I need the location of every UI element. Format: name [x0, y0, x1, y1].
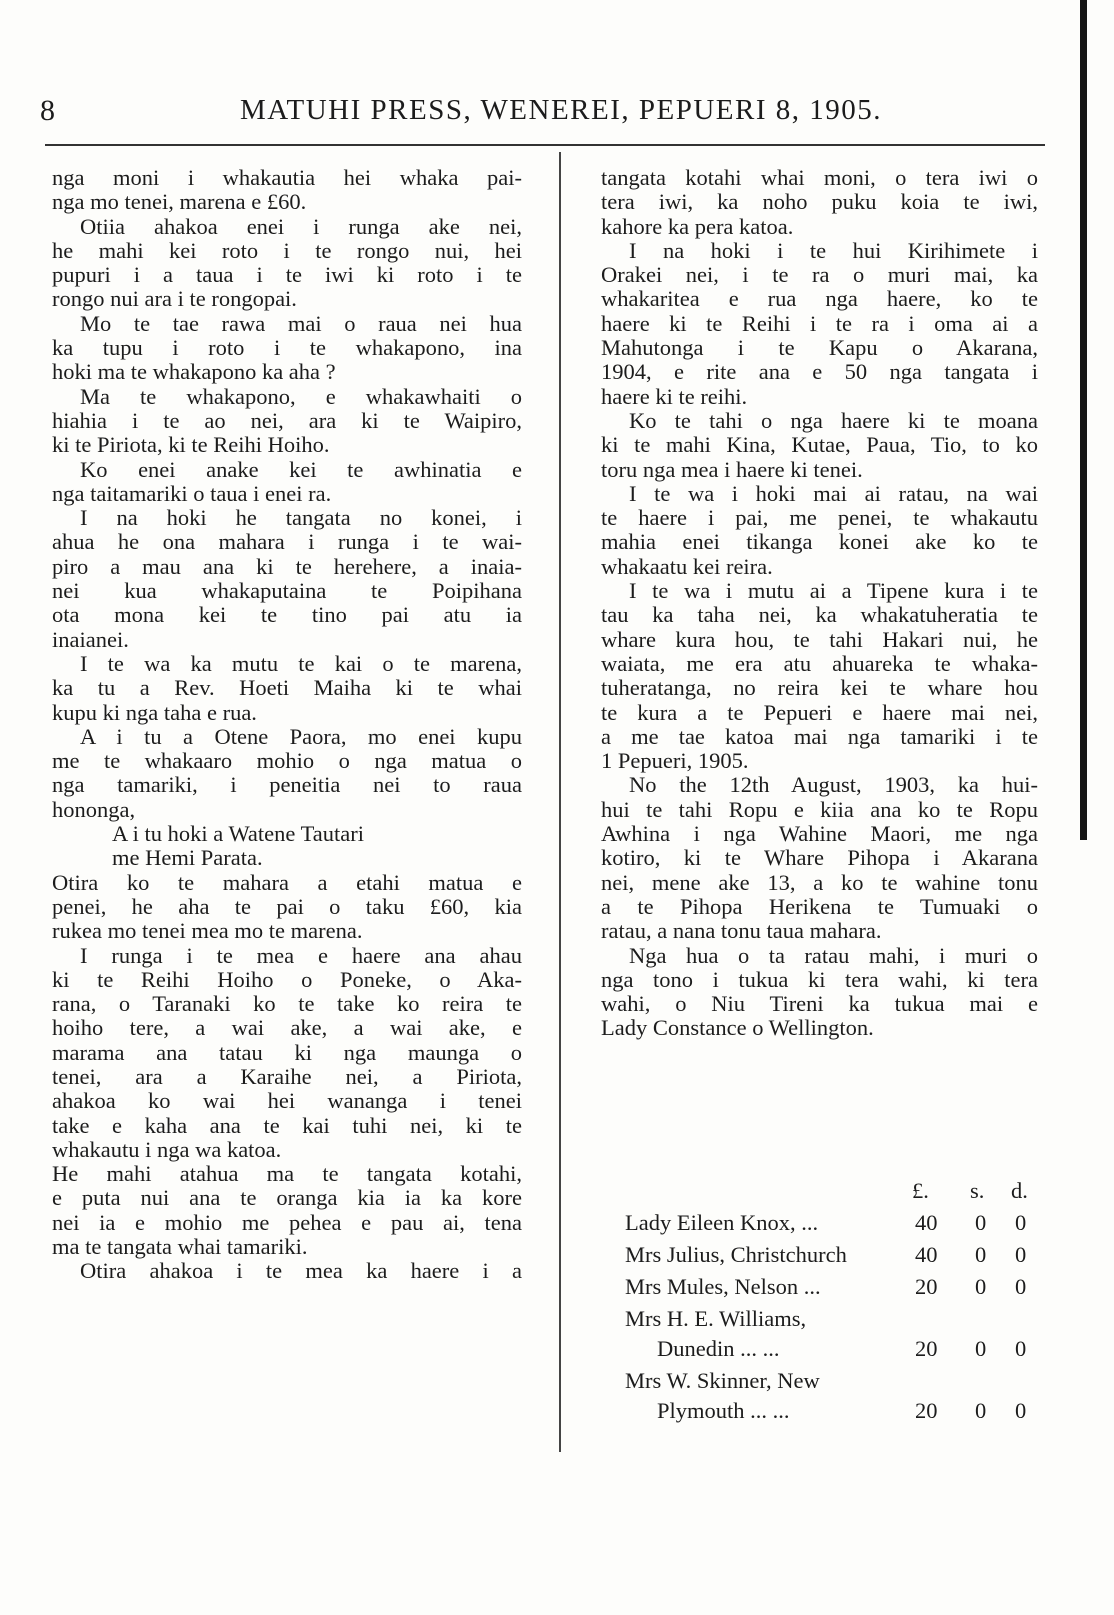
text-line: waiata, me era atu ahuareka te whaka-	[601, 651, 1038, 676]
text-line: whare kura hou, te tahi Hakari nui, he	[601, 627, 1038, 652]
text-line: kahore ka pera katoa.	[601, 214, 794, 239]
amount-shillings: 0	[975, 1336, 987, 1361]
donation-row	[625, 1274, 1045, 1306]
text-line: hoki ma te whakapono ka aha ?	[52, 360, 336, 385]
text-line: ahua he ona mahara i runga i te wai-	[52, 530, 522, 555]
text-line: ka tupu i roto i te whakapono, ina	[52, 336, 522, 361]
donor-name: Lady Eileen Knox, ...	[625, 1210, 819, 1235]
text-line: ki te Reihi Hoiho o Poneke, o Aka-	[52, 967, 522, 992]
amount-pence: 0	[1015, 1274, 1027, 1299]
text-line: Nga hua o ta ratau mahi, i muri o	[629, 943, 1038, 968]
text-line: hoiho tere, a wai ake, a wai ake, e	[52, 1016, 522, 1041]
text-line: ota mona kei te tino pai atu ia	[52, 603, 522, 628]
amount-pounds: 40	[915, 1210, 938, 1235]
donor-name: Mrs Julius, Christchurch	[625, 1242, 847, 1267]
text-line: inaianei.	[52, 627, 129, 652]
amount-shillings: 0	[975, 1242, 987, 1267]
text-line: rongo nui ara i te rongopai.	[52, 287, 297, 312]
text-line: ahakoa ko wai hei wananga i tenei	[52, 1089, 522, 1114]
text-line: I te wa i mutu ai a Tipene kura i te	[629, 579, 1038, 604]
text-line: Ko te tahi o nga haere ki te moana	[629, 408, 1038, 433]
text-line: nei kua whakaputaina te Poipihana	[52, 579, 522, 604]
text-line: a te Pihopa Herikena te Tumuaki o	[601, 894, 1038, 919]
text-line: Awhina i nga Wahine Maori, me nga	[601, 822, 1038, 847]
text-line: whakautu i nga wa katoa.	[52, 1137, 282, 1162]
amount-pence: 0	[1015, 1398, 1027, 1423]
text-line: pupuri i a taua i te iwi ki roto i te	[52, 263, 522, 288]
text-line: penei, he aha te pai o taku £60, kia	[52, 894, 522, 919]
page-number: 8	[40, 94, 55, 127]
text-line: ma te tangata whai tamariki.	[52, 1235, 308, 1260]
text-line: haere ki te Reihi i te ra i oma ai a	[601, 311, 1038, 336]
text-line: take e kaha ana te kai tuhi nei, ki te	[52, 1113, 522, 1138]
text-line: A i tu hoki a Watene Tautari	[112, 822, 364, 847]
donation-row	[625, 1368, 1045, 1398]
text-line: ratau, a nana tonu taua mahara.	[601, 919, 882, 944]
text-line: he mahi kei roto i te rongo nui, hei	[52, 238, 522, 263]
text-line: Lady Constance o Wellington.	[601, 1016, 874, 1041]
text-line: toru nga mea i haere ki tenei.	[601, 457, 863, 482]
pounds-header: £.	[912, 1178, 929, 1203]
text-line: haere ki te reihi.	[601, 384, 748, 409]
text-line: wahi, o Niu Tireni ka tukua mai e	[601, 992, 1038, 1017]
text-line: nga mo tenei, marena e £60.	[52, 190, 307, 215]
donation-row-cont	[625, 1398, 1045, 1430]
text-line: mahia enei tikanga konei ake ko te	[601, 530, 1038, 555]
text-line: hui te tahi Ropu e kiia ana ko te Ropu	[601, 797, 1038, 822]
donation-row	[625, 1306, 1045, 1336]
text-line: Mo te tae rawa mai o raua nei hua	[80, 311, 522, 336]
text-line: whakaatu kei reira.	[601, 554, 773, 579]
right-column	[601, 166, 1038, 1041]
text-line: e puta nui ana te oranga kia ia ka kore	[52, 1186, 522, 1211]
text-line: nga taitamariki o taua i enei ra.	[52, 481, 332, 506]
donor-name: Mrs W. Skinner, New	[625, 1368, 820, 1393]
text-line: Ma te whakapono, e whakawhaiti o	[80, 384, 522, 409]
text-line: nei ia e mohio me pehea e pau ai, tena	[52, 1210, 522, 1235]
text-line: ki te Piriota, ki te Reihi Hoiho.	[52, 433, 330, 458]
text-line: 1 Pepueri, 1905.	[601, 749, 749, 774]
pence-header: d.	[1011, 1178, 1028, 1203]
text-line: Orakei nei, i te ra o muri mai, ka	[601, 263, 1038, 288]
text-line: te kura a te Pepueri e haere mai nei,	[601, 700, 1038, 725]
header-rule	[45, 144, 1045, 146]
text-line: a me tae katoa mai nga tamariki i te	[601, 724, 1038, 749]
text-line: rukea mo tenei mea mo te marena.	[52, 919, 363, 944]
text-line: A i tu a Otene Paora, mo enei kupu	[80, 724, 522, 749]
amount-pence: 0	[1015, 1242, 1027, 1267]
text-line: hiahia i te ao nei, ara ki te Waipiro,	[52, 408, 522, 433]
page-title: MATUHI PRESS, WENEREI, PEPUERI 8, 1905.	[240, 94, 883, 126]
text-line: piro a mau ana ki te herehere, a inaia-	[52, 554, 522, 579]
text-line: hononga,	[52, 797, 136, 822]
page-edge-bar	[1080, 0, 1087, 840]
text-line: Otira ko te mahara a etahi matua e	[52, 870, 522, 895]
amount-pounds: 40	[915, 1242, 938, 1267]
text-line: me te whakaaro mohio o nga matua o	[52, 749, 522, 774]
amount-shillings: 0	[975, 1398, 987, 1423]
text-line: nga tamariki, i peneitia nei to raua	[52, 773, 522, 798]
left-column	[52, 166, 522, 1284]
shillings-header: s.	[970, 1178, 985, 1203]
text-line: Otira ahakoa i te mea ka haere i a	[80, 1259, 522, 1284]
donation-row	[625, 1242, 1045, 1274]
text-line: I na hoki i te hui Kirihimete i	[629, 238, 1038, 263]
text-line: I te wa i hoki mai ai ratau, na wai	[629, 481, 1038, 506]
amount-pence: 0	[1015, 1336, 1027, 1361]
text-line: ki te mahi Kina, Kutae, Paua, Tio, to ko	[601, 433, 1038, 458]
donor-name-cont: Dunedin ... ...	[657, 1336, 780, 1361]
text-line: 1904, e rite ana e 50 nga tangata i	[601, 360, 1038, 385]
page-header	[40, 86, 1070, 132]
text-line: Otiia ahakoa enei i runga ake nei,	[80, 214, 522, 239]
text-line: I na hoki he tangata no konei, i	[80, 506, 522, 531]
donation-row-cont	[625, 1336, 1045, 1368]
amount-pounds: 20	[915, 1274, 938, 1299]
text-line: nga moni i whakautia hei whaka pai-	[52, 166, 522, 190]
text-line: ka tu a Rev. Hoeti Maiha ki te whai	[52, 676, 522, 701]
text-line: kotiro, ki te Whare Pihopa i Akarana	[601, 846, 1038, 871]
amount-pounds: 20	[915, 1398, 938, 1423]
column-rule	[559, 152, 561, 1452]
text-line: nei, mene ake 13, a ko te wahine tonu	[601, 870, 1038, 895]
text-line: I te wa ka mutu te kai o te marena,	[80, 651, 522, 676]
text-line: whakaritea e rua nga haere, ko te	[601, 287, 1038, 312]
amount-pence: 0	[1015, 1210, 1027, 1235]
text-line: marama ana tatau ki nga maunga o	[52, 1040, 522, 1065]
text-line: te haere i pai, me penei, te whakautu	[601, 506, 1038, 531]
donations-table	[625, 1178, 1045, 1430]
text-line: tenei, ara a Karaihe nei, a Piriota,	[52, 1064, 522, 1089]
text-line: kupu ki nga taha e rua.	[52, 700, 257, 725]
text-line: I runga i te mea e haere ana ahau	[80, 943, 522, 968]
text-line: tau ka taha nei, ka whakatuheratia te	[601, 603, 1038, 628]
donor-name: Mrs H. E. Williams,	[625, 1306, 807, 1331]
text-line: me Hemi Parata.	[112, 846, 263, 871]
donation-row	[625, 1210, 1045, 1242]
text-line: tera iwi, ka noho puku koia te iwi,	[601, 190, 1038, 215]
amount-shillings: 0	[975, 1274, 987, 1299]
amount-pounds: 20	[915, 1336, 938, 1361]
text-line: nga tono i tukua ki tera wahi, ki tera	[601, 967, 1038, 992]
text-line: No the 12th August, 1903, ka hui-	[629, 773, 1038, 798]
amount-shillings: 0	[975, 1210, 987, 1235]
donor-name: Mrs Mules, Nelson ...	[625, 1274, 821, 1299]
text-line: Mahutonga i te Kapu o Akarana,	[601, 336, 1038, 361]
text-line: tangata kotahi whai moni, o tera iwi o	[601, 166, 1038, 190]
donations-header	[625, 1178, 1045, 1210]
text-line: Ko enei anake kei te awhinatia e	[80, 457, 522, 482]
text-line: rana, o Taranaki ko te take ko reira te	[52, 992, 522, 1017]
text-line: tuheratanga, no reira kei te whare hou	[601, 676, 1038, 701]
text-line: He mahi atahua ma te tangata kotahi,	[52, 1162, 522, 1187]
donor-name-cont: Plymouth ... ...	[657, 1398, 790, 1423]
donations-rows	[625, 1210, 1045, 1430]
